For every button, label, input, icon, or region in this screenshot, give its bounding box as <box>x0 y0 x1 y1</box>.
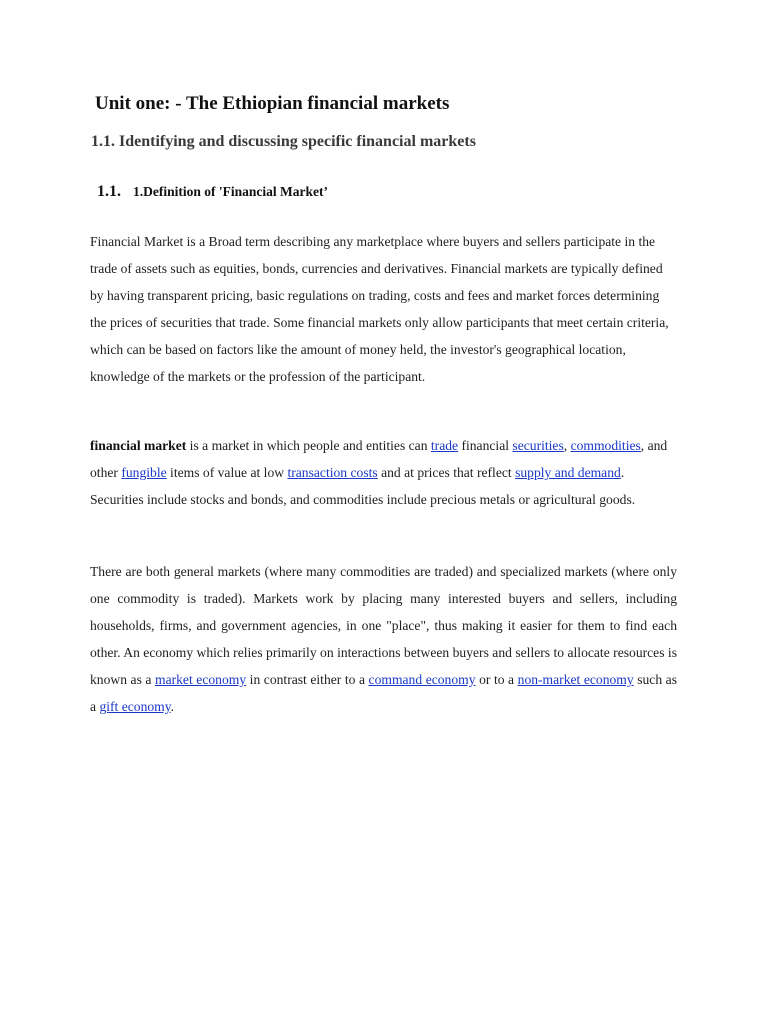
section-title: 1.1. Identifying and discussing specific financial markets <box>91 133 476 150</box>
link-market-economy[interactable]: market economy <box>155 672 247 687</box>
link-supply-and-demand[interactable]: supply and demand <box>515 465 621 480</box>
paragraph-definition: Financial Market is a Broad term describing any marketplace where buyers and sellers participate in the trade of assets such as equities, bonds, currencies and derivatives. Financial markets are typically defined by having transparent pricing, basic regulations on trading, costs and fees and market forces determining the prices of securities that trade. Some financial markets only allow participants that meet certain criteria, which can be based on factors like the amount of money held, the investor's geographical location, knowledge of the markets or the profession of the participant. <box>90 234 669 384</box>
unit-title: Unit one: - The Ethiopian financial markets <box>95 93 450 114</box>
text-fragment: such as a <box>90 672 677 714</box>
text-fragment: items of value at low <box>166 465 288 480</box>
link-securities[interactable]: securities <box>512 438 564 453</box>
text-fragment: . Securities include stocks and bonds, and commodities include precious metals or agricultural goods. <box>90 465 636 507</box>
term-financial-market: financial market <box>90 438 187 453</box>
text-fragment: , <box>563 438 571 453</box>
text-fragment: . <box>170 699 175 714</box>
link-transaction-costs[interactable]: transaction costs <box>287 465 378 480</box>
paragraph-markets <box>90 558 677 720</box>
subsection-number: 1.1. <box>97 183 121 200</box>
link-commodities[interactable]: commodities <box>570 438 641 453</box>
text-fragment: or to a <box>475 672 518 687</box>
link-non-market-economy[interactable]: non-market economy <box>517 672 634 687</box>
paragraph-financial-market <box>90 432 677 513</box>
text-fragment: , and other <box>90 438 668 480</box>
subsection-title: 1.Definition of 'Financial Market’ <box>133 184 328 199</box>
text-fragment: in contrast either to a <box>246 672 369 687</box>
link-trade[interactable]: trade <box>430 438 459 453</box>
link-command-economy[interactable]: command economy <box>368 672 476 687</box>
text-fragment: and at prices that reflect <box>377 465 516 480</box>
text-fragment: There are both general markets (where many commodities are traded) and specialized markets (where only one commodity is traded). Markets work by placing many interested buyers and sellers, including households, firms, and government agencies, in one "place", thus making it easier for them to find each other. An economy which relies primarily on interactions between buyers and sellers to allocate resources is known as a <box>90 564 677 687</box>
link-gift-economy[interactable]: gift economy <box>99 699 171 714</box>
text-fragment: financial <box>458 438 513 453</box>
text-fragment: is a market in which people and entities can <box>186 438 431 453</box>
link-fungible[interactable]: fungible <box>121 465 167 480</box>
subsection-heading <box>97 183 328 201</box>
